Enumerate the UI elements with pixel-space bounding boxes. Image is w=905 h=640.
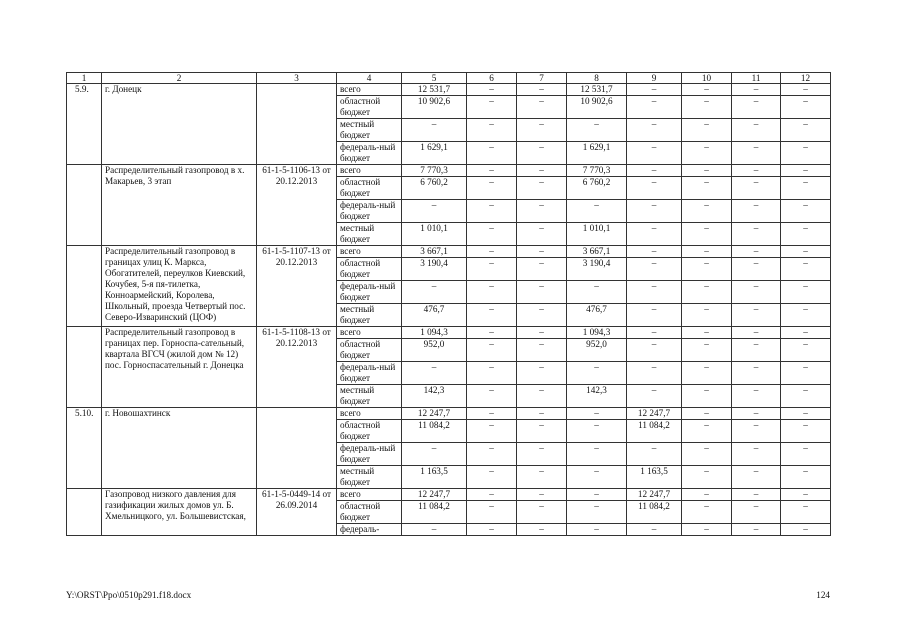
value-cell: – [682,165,732,177]
value-cell: – [781,524,831,536]
value-cell: – [682,223,732,246]
value-cell: – [517,200,567,223]
value-cell: 12 247,7 [627,489,682,501]
value-cell: 1 163,5 [402,466,467,489]
value-cell: – [467,339,517,362]
table-row [67,327,831,339]
value-cell: – [467,84,517,96]
value-cell: – [517,443,567,466]
header-cell: 2 [102,73,257,84]
funding-source: областной бюджет [337,420,402,443]
value-cell: – [682,200,732,223]
item-number [67,246,102,327]
value-cell: – [517,84,567,96]
table-header [67,73,831,84]
value-cell: – [467,420,517,443]
funding-source: местный бюджет [337,119,402,142]
value-cell: – [627,142,682,165]
value-cell: – [517,96,567,119]
document-reference: 61-1-5-1108-13 от 20.12.2013 [257,327,337,408]
value-cell: – [627,443,682,466]
value-cell: – [627,385,682,408]
funding-source: областной бюджет [337,501,402,524]
value-cell: 12 247,7 [402,408,467,420]
value-cell: – [627,177,682,200]
value-cell: – [467,304,517,327]
item-number [67,327,102,408]
table-row [67,84,831,96]
value-cell: – [517,119,567,142]
header-cell: 12 [781,73,831,84]
value-cell: – [467,327,517,339]
funding-source: федераль-ный бюджет [337,142,402,165]
value-cell: – [732,119,781,142]
value-cell: – [682,443,732,466]
document-reference: 61-1-5-0449-14 от 26.09.2014 [257,489,337,536]
value-cell: – [781,258,831,281]
value-cell: 476,7 [402,304,467,327]
value-cell: – [627,281,682,304]
value-cell: – [682,339,732,362]
item-number [67,165,102,246]
value-cell: 3 667,1 [402,246,467,258]
value-cell: 11 084,2 [627,420,682,443]
object-name: Распределительный газопровод в границах улиц К. Маркса, Обогатителей, переулков Киевский, Кочубея, 5-я пя-тилетка, Коннoармейский, Королева, Школьный, проезда Четвертый пос. Северо-Изваринский (ЦОФ) [102,246,257,327]
value-cell: 142,3 [567,385,627,408]
value-cell: – [732,362,781,385]
value-cell: – [467,96,517,119]
value-cell: – [627,327,682,339]
funding-source: областной бюджет [337,339,402,362]
header-cell: 1 [67,73,102,84]
funding-source: всего [337,489,402,501]
value-cell: – [781,84,831,96]
value-cell: 1 010,1 [402,223,467,246]
value-cell: – [402,524,467,536]
value-cell: 952,0 [402,339,467,362]
value-cell: – [567,408,627,420]
value-cell: 952,0 [567,339,627,362]
value-cell: – [781,142,831,165]
value-cell: – [682,258,732,281]
value-cell: – [627,339,682,362]
value-cell: – [732,258,781,281]
table-row [67,489,831,501]
value-cell: 1 094,3 [567,327,627,339]
item-number [67,489,102,536]
value-cell: – [402,281,467,304]
value-cell: – [627,246,682,258]
value-cell: – [627,223,682,246]
value-cell: – [517,489,567,501]
value-cell: – [781,443,831,466]
value-cell: – [627,304,682,327]
value-cell: – [627,258,682,281]
value-cell: – [467,258,517,281]
value-cell: – [467,501,517,524]
value-cell: 12 247,7 [402,489,467,501]
header-cell: 8 [567,73,627,84]
value-cell: – [467,165,517,177]
value-cell: – [781,96,831,119]
value-cell: – [682,304,732,327]
value-cell: – [732,281,781,304]
value-cell: – [567,443,627,466]
value-cell: – [517,246,567,258]
funding-source: областной бюджет [337,96,402,119]
value-cell: – [402,443,467,466]
value-cell: 142,3 [402,385,467,408]
value-cell: – [627,96,682,119]
value-cell: – [517,281,567,304]
value-cell: – [781,119,831,142]
funding-source: местный бюджет [337,223,402,246]
funding-source: местный бюджет [337,466,402,489]
value-cell: – [682,501,732,524]
value-cell: – [682,327,732,339]
object-name: г. Донецк [102,84,257,165]
value-cell: – [517,420,567,443]
value-cell: – [627,200,682,223]
value-cell: – [682,489,732,501]
value-cell: 7 770,3 [567,165,627,177]
file-path: Y:\ORST\Ppo\0510p291.f18.docx [66,590,192,600]
value-cell: 3 667,1 [567,246,627,258]
value-cell: 3 190,4 [402,258,467,281]
header-cell: 5 [402,73,467,84]
value-cell: – [567,524,627,536]
value-cell: – [567,200,627,223]
document-reference [257,408,337,489]
funding-source: всего [337,327,402,339]
value-cell: – [517,223,567,246]
budget-table [66,72,831,536]
value-cell: – [567,466,627,489]
value-cell: 11 084,2 [627,501,682,524]
value-cell: – [467,177,517,200]
value-cell: – [732,223,781,246]
object-name: г. Новошахтинск [102,408,257,489]
value-cell: – [732,385,781,408]
value-cell: – [781,200,831,223]
value-cell: – [682,466,732,489]
value-cell: – [402,362,467,385]
value-cell: – [732,84,781,96]
value-cell: – [517,339,567,362]
item-number: 5.10. [67,408,102,489]
document-reference: 61-1-5-1106-13 от 20.12.2013 [257,165,337,246]
value-cell: – [732,96,781,119]
value-cell: – [517,501,567,524]
funding-source: федераль-ный бюджет [337,200,402,223]
value-cell: – [781,362,831,385]
table-body [67,84,831,536]
value-cell: 6 760,2 [567,177,627,200]
value-cell: 12 531,7 [567,84,627,96]
value-cell: – [732,200,781,223]
value-cell: – [732,408,781,420]
value-cell: – [682,408,732,420]
funding-source: федераль- [337,524,402,536]
value-cell: – [732,177,781,200]
value-cell: 12 531,7 [402,84,467,96]
object-name: Распределительный газопровод в х. Макарьев, 3 этап [102,165,257,246]
value-cell: – [732,443,781,466]
value-cell: – [732,524,781,536]
document-reference [257,84,337,165]
value-cell: – [467,200,517,223]
value-cell: – [467,443,517,466]
value-cell: – [682,119,732,142]
value-cell: – [781,420,831,443]
value-cell: – [467,246,517,258]
funding-source: всего [337,84,402,96]
value-cell: – [682,281,732,304]
value-cell: 1 629,1 [402,142,467,165]
value-cell: – [467,362,517,385]
value-cell: 3 190,4 [567,258,627,281]
value-cell: – [627,165,682,177]
value-cell: – [467,408,517,420]
header-cell: 9 [627,73,682,84]
value-cell: – [517,362,567,385]
value-cell: – [732,304,781,327]
value-cell: – [467,223,517,246]
funding-source: всего [337,408,402,420]
value-cell: – [517,408,567,420]
value-cell: – [517,258,567,281]
page-number: 124 [816,590,830,600]
value-cell: – [682,84,732,96]
value-cell: – [732,466,781,489]
value-cell: – [567,281,627,304]
value-cell: – [517,466,567,489]
value-cell: – [517,177,567,200]
value-cell: – [567,501,627,524]
value-cell: – [627,84,682,96]
table-row [67,408,831,420]
value-cell: – [567,119,627,142]
value-cell: – [781,327,831,339]
table-row [67,246,831,258]
value-cell: – [517,385,567,408]
funding-source: местный бюджет [337,304,402,327]
value-cell: – [467,119,517,142]
value-cell: – [627,524,682,536]
value-cell: 10 902,6 [402,96,467,119]
value-cell: – [517,142,567,165]
value-cell: – [517,327,567,339]
value-cell: – [732,165,781,177]
value-cell: – [781,246,831,258]
value-cell: 6 760,2 [402,177,467,200]
funding-source: областной бюджет [337,258,402,281]
funding-source: федераль-ный бюджет [337,362,402,385]
value-cell: – [781,165,831,177]
value-cell: 1 163,5 [627,466,682,489]
value-cell: – [781,489,831,501]
value-cell: – [467,142,517,165]
value-cell: – [517,165,567,177]
value-cell: 12 247,7 [627,408,682,420]
value-cell: – [682,96,732,119]
value-cell: 7 770,3 [402,165,467,177]
value-cell: – [627,362,682,385]
value-cell: – [682,362,732,385]
value-cell: 11 084,2 [402,420,467,443]
funding-source: местный бюджет [337,385,402,408]
value-cell: 476,7 [567,304,627,327]
header-cell: 10 [682,73,732,84]
value-cell: – [567,362,627,385]
value-cell: – [467,466,517,489]
header-cell: 6 [467,73,517,84]
value-cell: – [781,281,831,304]
funding-source: областной бюджет [337,177,402,200]
value-cell: – [781,304,831,327]
object-name: Распределительный газопровод в границах пер. Горноспа-сательный, квартала ВГСЧ (жилой дом № 12) пос. Горноспасательный г. Донецка [102,327,257,408]
value-cell: – [732,501,781,524]
value-cell: – [467,489,517,501]
document-page [66,72,830,536]
column-number-row [67,73,831,84]
value-cell: 1 010,1 [567,223,627,246]
header-cell: 11 [732,73,781,84]
value-cell: – [467,281,517,304]
value-cell: 11 084,2 [402,501,467,524]
value-cell: – [627,119,682,142]
header-cell: 3 [257,73,337,84]
object-name: Газопровод низкого давления для газификации жилых домов ул. Б. Хмельницкого, ул. Большевистская, [102,489,257,536]
value-cell: – [402,119,467,142]
value-cell: – [781,385,831,408]
value-cell: – [781,339,831,362]
value-cell: – [781,501,831,524]
value-cell: – [682,177,732,200]
funding-source: федераль-ный бюджет [337,281,402,304]
document-reference: 61-1-5-1107-13 от 20.12.2013 [257,246,337,327]
value-cell: – [682,142,732,165]
value-cell: 10 902,6 [567,96,627,119]
value-cell: – [781,223,831,246]
value-cell: – [682,524,732,536]
value-cell: 1 629,1 [567,142,627,165]
value-cell: – [781,466,831,489]
header-cell: 4 [337,73,402,84]
value-cell: – [732,420,781,443]
value-cell: – [567,489,627,501]
funding-source: всего [337,246,402,258]
value-cell: – [567,420,627,443]
value-cell: – [732,489,781,501]
value-cell: – [517,524,567,536]
value-cell: – [732,327,781,339]
value-cell: – [781,177,831,200]
value-cell: – [732,246,781,258]
value-cell: – [682,420,732,443]
value-cell: – [517,304,567,327]
item-number: 5.9. [67,84,102,165]
funding-source: всего [337,165,402,177]
value-cell: – [467,385,517,408]
value-cell: – [682,385,732,408]
value-cell: – [467,524,517,536]
value-cell: – [402,200,467,223]
value-cell: – [732,142,781,165]
table-row [67,165,831,177]
header-cell: 7 [517,73,567,84]
value-cell: 1 094,3 [402,327,467,339]
value-cell: – [732,339,781,362]
value-cell: – [781,408,831,420]
value-cell: – [682,246,732,258]
funding-source: федераль-ный бюджет [337,443,402,466]
